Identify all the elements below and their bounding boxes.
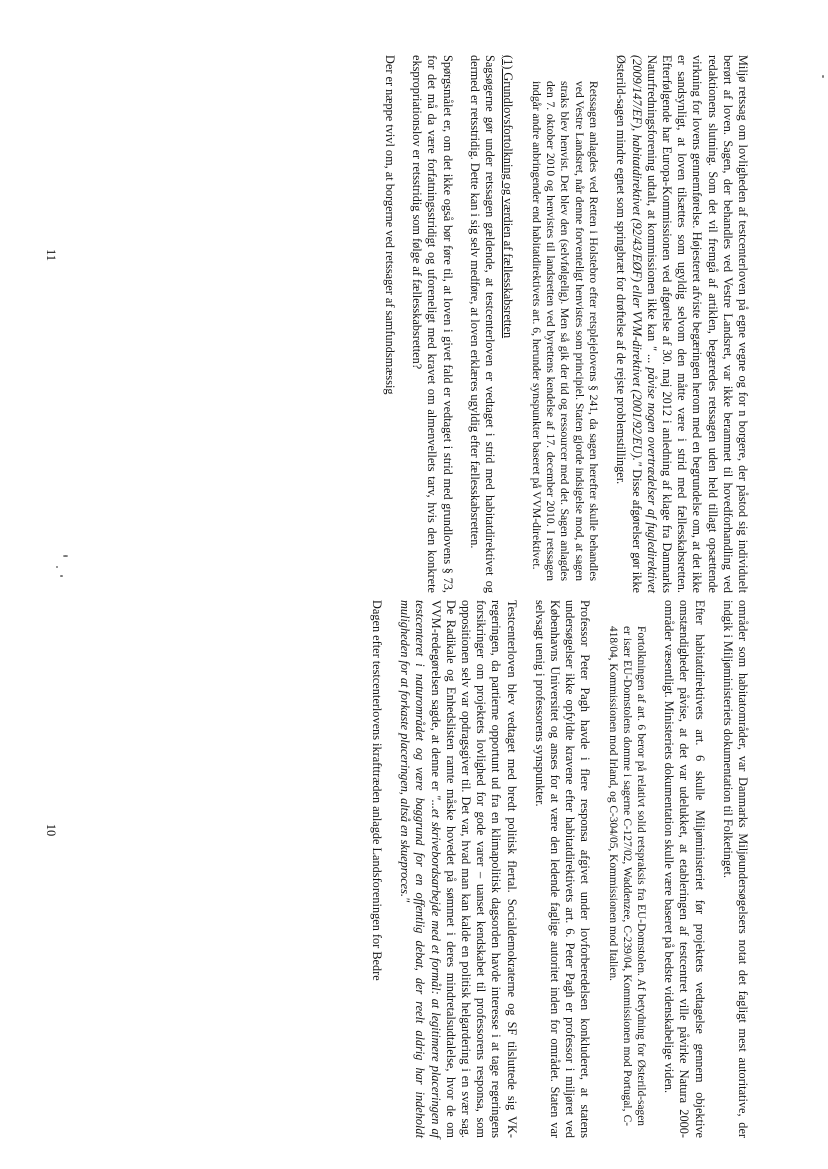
paragraph: områder som habitatområder, var Danmarks Miljøundersøgelsers notat det fagligt mest autoritative, der indgik i Miljøministeriets dokumentation til Folketinget. bbox=[720, 600, 750, 1138]
paragraph: Der er næppe tvivl om, at borgerne ved retssager af samfundsmæssig bbox=[382, 55, 397, 395]
paragraph-text: Disse afgørelser gør ikke Østerild-sagen mindre egnet som springbræt for drøftelse af de rejste problemstillinger. bbox=[614, 55, 644, 593]
scan-speck bbox=[60, 575, 63, 577]
paragraph: Professor Peter Pagh havde i flere responsa afgivet under lovforberedelsen konkluderet, at statens undersøgelser ikke opfyldte kravene efter habitatdirektivets art. 6. Peter Pagh er professor i miljøret ved Københavns Universitet og anses for at være den ledende faglige autoritet inden for området. Staten var selvsagt uenig i professorens synspunkter. bbox=[532, 600, 593, 1138]
page-number: 11 bbox=[44, 248, 58, 262]
indented-quote: Fortolkningen af art. 6 beror på relativt solid retspraksis fra EU-Domstolen. Af betydning for Østerild-sagen er især EU-Domstolens domme i sagerne C-127/02, Waddenzee, C-239/04, Kommissionen mod Portugal, C-418/04, Kommissionen mod Irland, og C-304/05, Kommissionen mod Italien. bbox=[606, 626, 647, 1126]
paragraph: Efter habitatdirektivets art. 6 skulle Miljøministeriet før projektets vedtagelse gennem objektive omstændigheder påvise, at det var udelukket, at etableringen af testcentret ville påvirke Natura 2000-områder væsentligt. Ministeriets dokumentation skulle være baseret på bedste videnskabelige viden. bbox=[662, 600, 707, 1138]
quoted-text: " ... påvise nogen overtrædelser af fugledirektivet (2009/147/EF), habitatdirektivet (92/43/EØF) eller VVM-direktivet (2001/92/EU)." bbox=[629, 55, 659, 593]
page-number: 10 bbox=[44, 823, 58, 837]
paragraph: Spørgsmålet er, om det ikke også bør føre til, at loven i givet fald er vedtaget i strid med grundlovens § 73, for det må da være forfatningsstridigt og uforeneligt med kravet om almenvellets tarv, hvis den konkrete ekspropriationslov er retsstridig som følge af fællesskabsretten? bbox=[410, 55, 455, 593]
paragraph-text: Testcenterloven blev vedtaget med bredt politisk flertal. Socialdemokraterne og SF tilsluttede sig VK-regeringen, da partierne opportunt ud fra en klimapolitisk dagsorden havde interesse i at tage regeringens forsikringer om projektets lovlighed for gode varer – uanset kendskabet til professorens responsa, som oppositionen selv var opdragsgiver til. Det var, hvad man kan kalde en politisk helgardering i en svær sag. De Radikale og Enhedslisten ramte måske hovedet på sømmet i deres mindretalsudtalelse, hvor de om VVM-redegørelsen sagde, at denne er bbox=[428, 600, 519, 1138]
scan-speck bbox=[63, 555, 68, 557]
indented-note: Retssagen anlagdes ved Retten i Holstebro efter retsplejelovens § 241, da sagen herefter skulle behandles ved Vestre Landsret, når denne forventeligt henvistes som principiel. Staten gjorde indsigelse mod, at sagen straks blev henvist. Det blev den (selvfølgelig). Men så gik der tid og ressourcer med det. Sagen anlagdes den 7. oktober 2010 og henvistes til landsretten ved byrettens kendelse af 17. december 2010. I retssagen indgår andre anbringender end habitatdirektivets art. 6, herunder synspunkter baseret på VVM-direktivet. bbox=[529, 81, 601, 581]
quoted-text: "...et skrivebordsarbejde med et formål: at legitimere placeringen af testcenteret i naturområdet og være baggrund for en offentlig debat, der reelt aldrig har indeholdt muligheden for at forkaste placeringen, altså en skueproces." bbox=[398, 600, 443, 1139]
paragraph bbox=[613, 55, 750, 593]
page-eleven bbox=[369, 55, 750, 593]
paragraph-text: Miljø retssag om lovligheden af testcenterloven på egne vegne og for n borgere, der påstod sig individuelt berørt af loven. Sagen, der behandles ved Vestre Landsret, var ikke berammet til hovedforhandling ved redaktionens slutning. Som det vil fremgå af artiklen, begæredes retssagen uden held tillagt opsættende virkning for lovens gennemførelse. Højesteret afviste begæringen herom med en begrundelse om, at det ikke er sandsynligt, at loven tilsættes som ugyldig selvom den måtte være i strid med fællesskabsretten. Efterfølgende har Europa-Kommissionen ved afgørelse af 30. maj 2012 i anledning af klage fra Danmarks Naturfredningsforening udtalt, at kommissionen ikke kan bbox=[644, 55, 750, 593]
paragraph: Sagsøgerne gør under retssagen gældende, at testcenterloven er vedtaget i strid med habitatdirektivet og dermed er retsstridig. Dette kan i sig selv medføre, at loven erklæres ugyldig efter fællesskabsretten. bbox=[467, 55, 497, 593]
scan-speck bbox=[822, 75, 824, 78]
scan-speck bbox=[56, 566, 58, 568]
page-ten bbox=[356, 600, 750, 1138]
paragraph bbox=[397, 600, 519, 1138]
paragraph: Dagen efter testcenterlovens ikrafttræden anlagde Landsforeningen for Bedre bbox=[369, 600, 384, 981]
section-heading: (1) Grundlovsfortolkning og værdien af fællesskabsretten bbox=[501, 55, 516, 339]
